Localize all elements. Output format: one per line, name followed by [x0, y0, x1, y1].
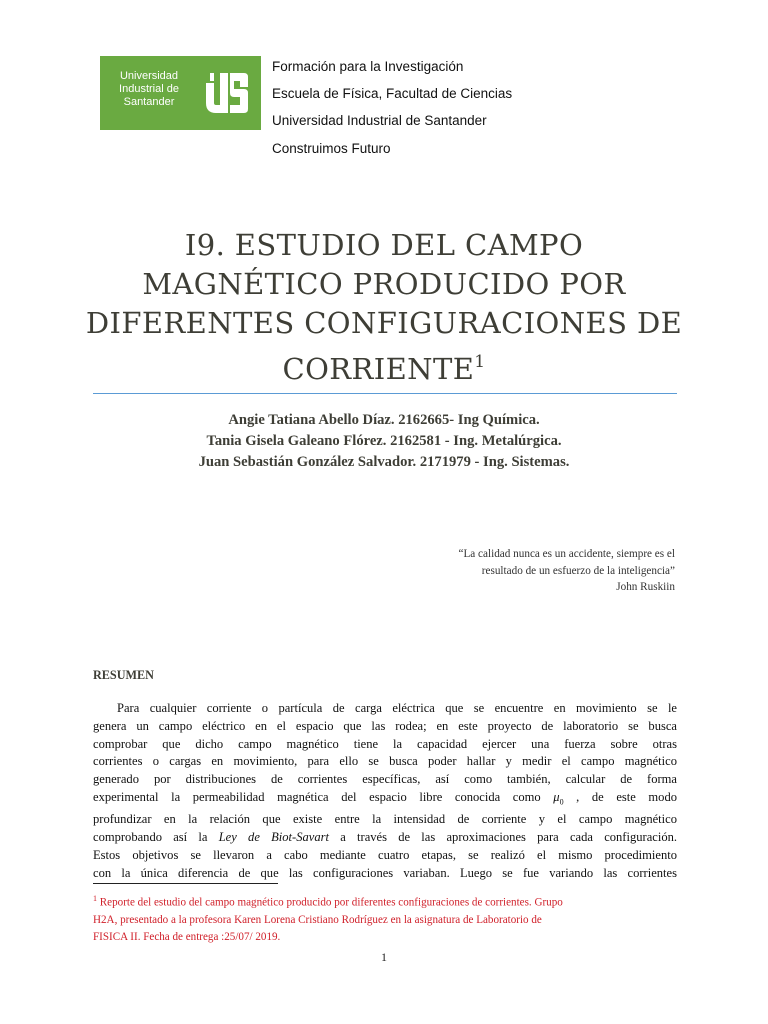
abstract-paragraph: Para cualquier corriente o partícula de carga eléctrica que se encuentre en movimiento se le genera un campo eléctrico en el espacio que las rodea; en este proyecto de laboratorio se busca comprobar que dicho campo magnético tiene la capacidad ejercer una fuerza sobre otras corrientes o cargas en movimiento, para ello se busca poder hallar y medir el campo magnético generado por distribuciones de corrientes específicas, así como también, calcular de forma experimental la permeabilidad magnética del espacio libre conocida como $\mu_0$ , de este modo profundizar en la relación que existe entre la intensidad de corriente y el campo magnético comprobando así la Ley de Biot-Savart a través de las aproximaciones para cada configuración. Estos objetivos se llevaron a cabo mediante cuatro etapas, se realizó el mismo procedimiento con la única diferencia de que las configuraciones variaban. Luego se fue variando las corrientes	[93, 701, 678, 880]
author-line: Tania Gisela Galeano Flórez. 2162581 - Ing. Metalúrgica.	[206, 433, 562, 449]
author-line: Juan Sebastián González Salvador. 2171979 - Ing. Sistemas.	[198, 454, 570, 470]
institution-line: Formación para la Investigación	[272, 59, 464, 74]
uis-logo-icon	[196, 65, 254, 121]
logo-wordmark: Universidad Industrial de Santander	[119, 70, 179, 108]
mu-symbol: μ	[553, 789, 560, 804]
footnote-divider	[93, 883, 278, 884]
authors	[60, 410, 708, 473]
page-number: 1	[381, 950, 387, 964]
document-title: I9. ESTUDIO DEL CAMPO MAGNÉTICO PRODUCIDO POR DIFERENTES CONFIGURACIONES DE CORRIENTE$^1$	[85, 228, 683, 386]
institution-line: Escuela de Física, Facultad de Ciencias	[272, 86, 513, 101]
title-footnote-mark: 1	[474, 352, 486, 372]
author-line: Angie Tatiana Abello Díaz. 2162665- Ing Química.	[228, 412, 540, 428]
institution-line: Construimos Futuro	[272, 141, 391, 156]
footnote-mark: 1	[93, 894, 97, 903]
section-title: RESUMEN	[93, 668, 154, 682]
epigraph: “La calidad nunca es un accidente, siempre es el resultado de un esfuerzo de la inteligencia” John Ruskiin	[340, 546, 675, 596]
institution-line: Universidad Industrial de Santander	[272, 113, 487, 128]
title-divider	[93, 393, 677, 394]
law-name: Ley de Biot-Savart	[218, 830, 329, 845]
university-logo	[100, 56, 261, 130]
footnote: $^1$ Reporte del estudio del campo magnético producido por diferentes configuraciones de corrientes. Grupo H2A, presentado a la profesora Karen Lorena Cristiano Rodríguez en la asignatura de Laboratorio de FISICA II. Fecha de entrega :25/07/ 2019.	[93, 894, 563, 943]
epigraph-author: John Ruskiin	[616, 581, 675, 593]
